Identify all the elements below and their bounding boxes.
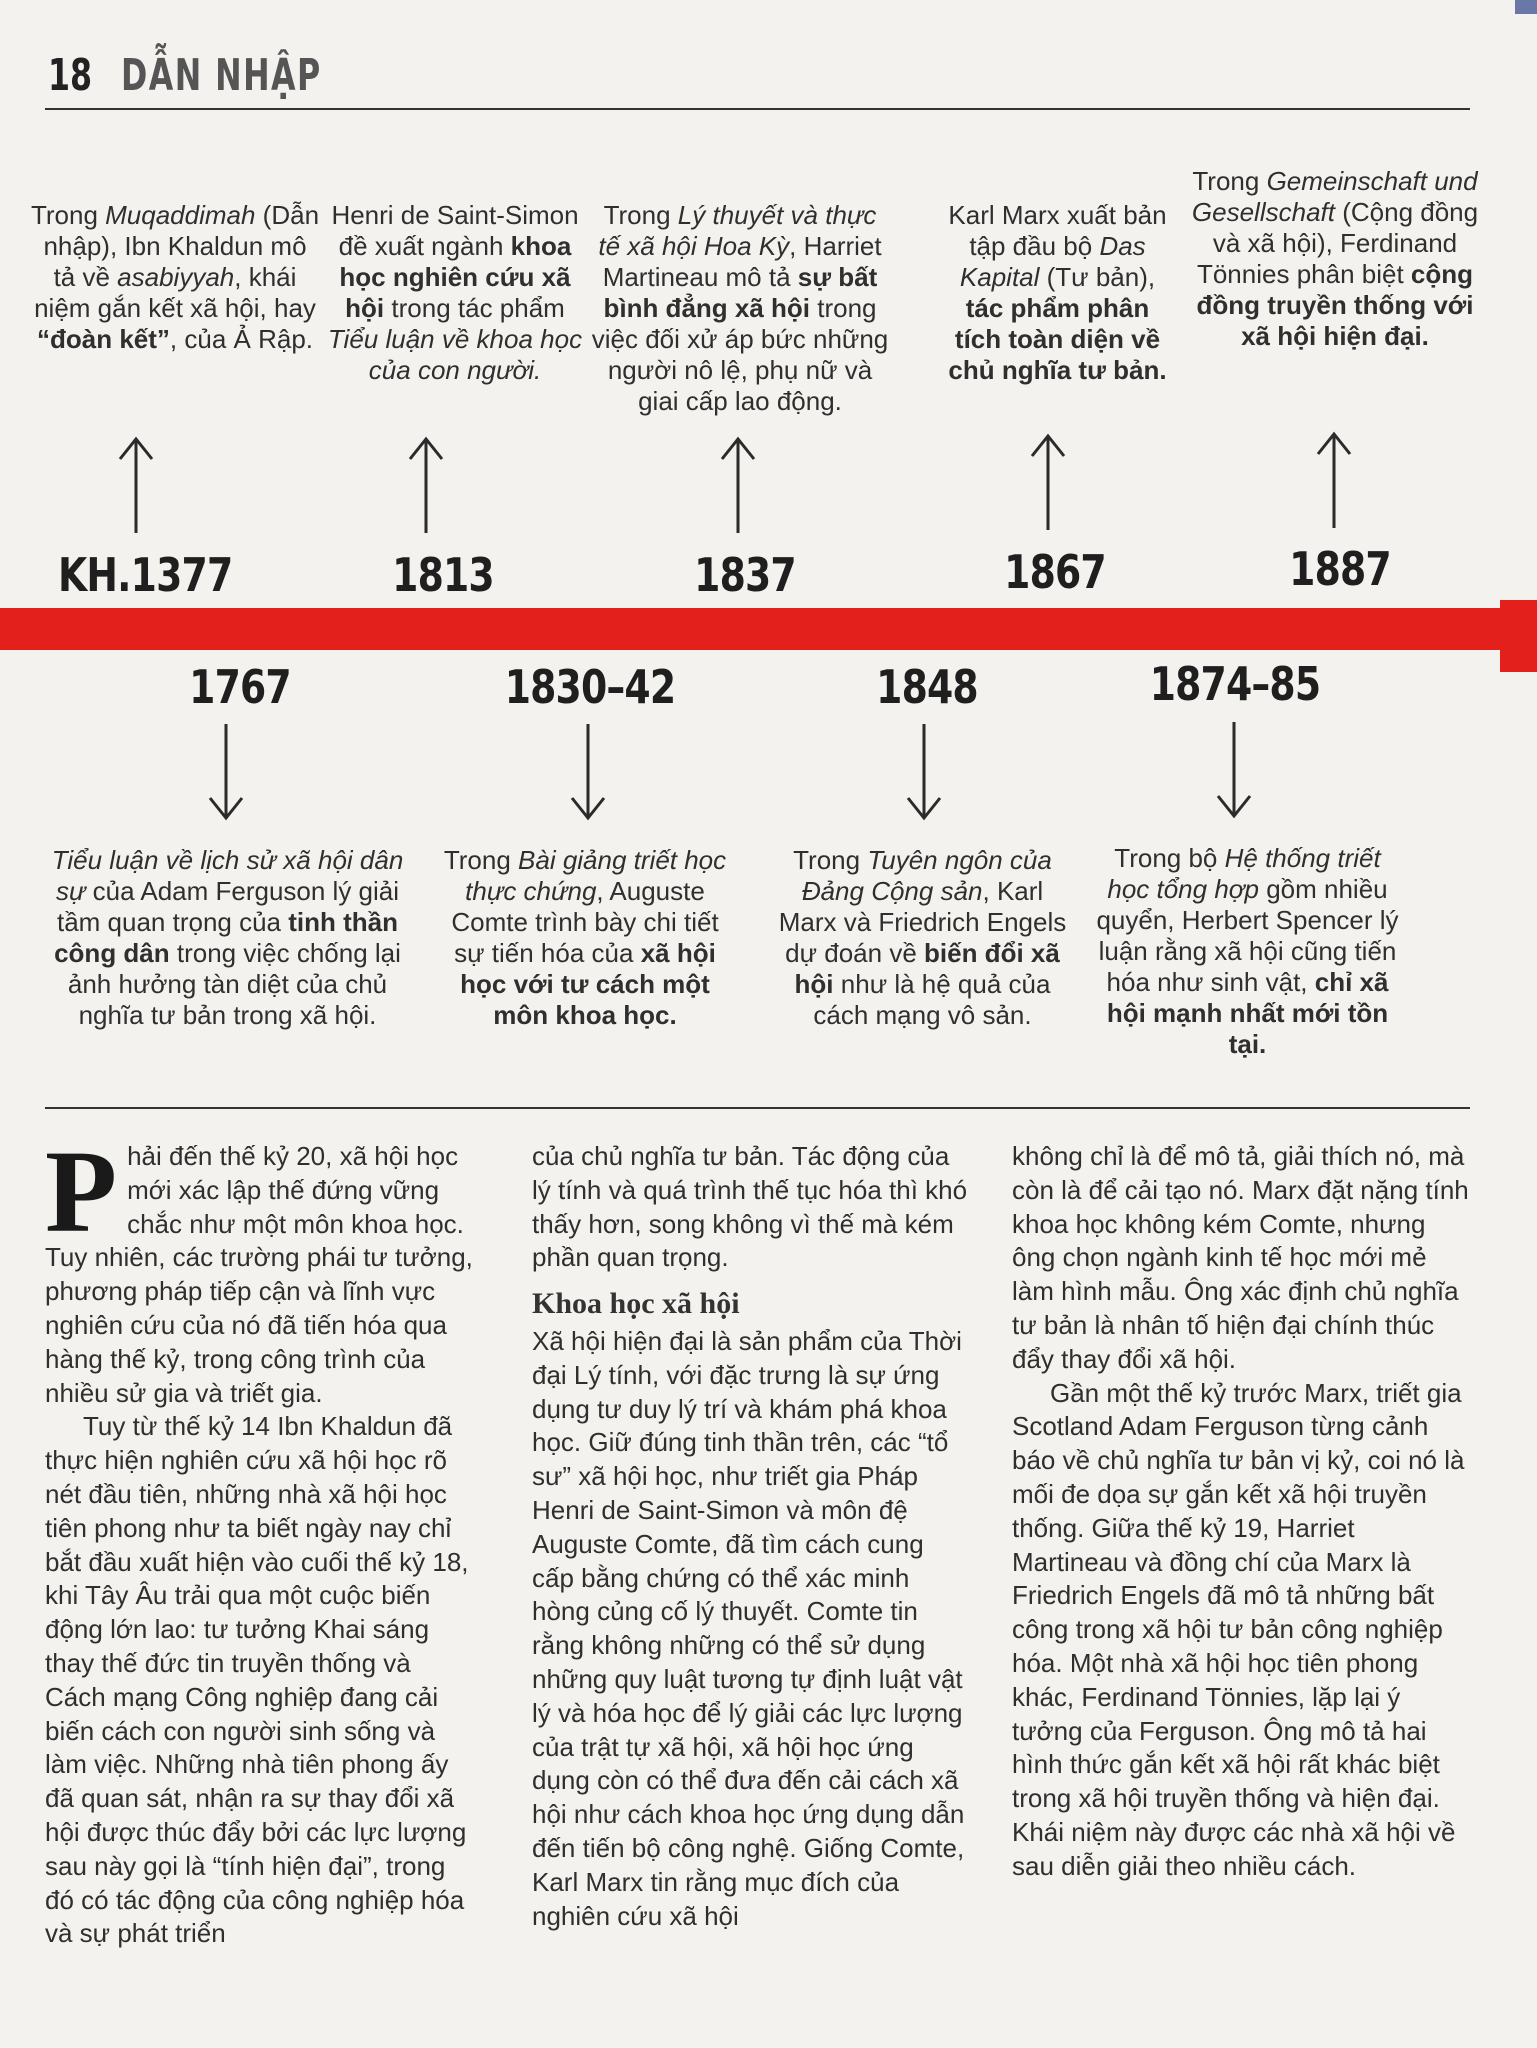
- page-number: 18: [48, 50, 93, 101]
- arrow-down-icon: [568, 722, 608, 822]
- timeline-year: 1867: [1004, 545, 1106, 599]
- timeline-entry-text: Trong Bài giảng triết học thực chứng, Auguste Comte trình bày chi tiết sự tiến hóa của xã hội học với tư cách một môn khoa học.: [443, 845, 727, 1030]
- arrow-down-icon: [1214, 720, 1254, 820]
- body-paragraph: Xã hội hiện đại là sản phẩm của Thời đại Lý tính, với đặc trưng là sự ứng dụng tư duy lý trí và khám phá khoa học. Giữ đúng tinh thần trên, các “tổ sư” xã hội học, như triết gia Pháp Henri de Saint-Simon và môn đệ Auguste Comte, đã tìm cách cung cấp bằng chứng có thể xác minh hòng củng cố lý thuyết. Comte tin rằng không những có thể sử dụng những quy luật tương tự định luật vật lý và hóa học để lý giải các lực lượng của trật tự xã hội, xã hội học ứng dụng còn có thể đưa đến cải cách xã hội như cách khoa học ứng dụng dẫn đến tiến bộ công nghệ. Giống Comte, Karl Marx tin rằng mục đích của nghiên cứu xã hội: [532, 1325, 965, 1931]
- timeline-year: 1813: [392, 548, 494, 602]
- body-column-3: [1012, 1140, 1472, 1884]
- body-column-2: [532, 1140, 972, 1933]
- arrow-down-icon: [904, 722, 944, 822]
- drop-cap: P: [45, 1126, 118, 1257]
- header-divider: [45, 108, 1470, 110]
- body-column-1: [45, 1126, 475, 1951]
- timeline-year: 1887: [1289, 542, 1391, 596]
- body-paragraph: Tuy từ thế kỷ 14 Ibn Khaldun đã thực hiện nghiên cứu xã hội học rõ nét đầu tiên, những nhà xã hội học tiên phong như ta biết ngày nay chỉ bắt đầu xuất hiện vào cuối thế kỷ 18, khi Tây Âu trải qua một cuộc biến động lớn lao: tư tưởng Khai sáng thay thế đức tin truyền thống và Cách mạng Công nghiệp đang cải biến cách con người sinh sống và làm việc. Những nhà tiên phong ấy đã quan sát, nhận ra sự thay đổi xã hội được thúc đẩy bởi các lực lượng sau này gọi là “tính hiện đại”, trong đó có tác động của công nghiệp hóa và sự phát triển: [45, 1411, 469, 1949]
- timeline-entry-text: Karl Marx xuất bản tập đầu bộ Das Kapital (Tư bản), tác phẩm phân tích toàn diện về chủ nghĩa tư bản.: [948, 200, 1167, 385]
- timeline-year: 1767: [189, 660, 291, 714]
- section-title: DẪN NHẬP: [121, 50, 322, 101]
- timeline-year: KH.1377: [58, 548, 233, 602]
- timeline-entry-text: Henri de Saint-Simon đề xuất ngành khoa học nghiên cứu xã hội trong tác phẩm Tiểu luận về khoa học của con người.: [327, 200, 583, 385]
- timeline-entry-text: Trong Lý thuyết và thực tế xã hội Hoa Kỳ, Harriet Martineau mô tả sự bất bình đẳng xã hội trong việc đối xử áp bức những người nô lệ, phụ nữ và giai cấp lao động.: [591, 200, 889, 416]
- body-paragraph: không chỉ là để mô tả, giải thích nó, mà còn là để cải tạo nó. Marx đặt nặng tính khoa học không kém Comte, nhưng ông chọn ngành kinh tế học mới mẻ làm hình mẫu. Ông xác định chủ nghĩa tư bản là nhân tố hiện đại chính thúc đẩy thay đổi xã hội.: [1012, 1141, 1469, 1374]
- arrow-up-icon: [116, 435, 156, 535]
- timeline-year: 1837: [694, 548, 796, 602]
- timeline-year: 1830–42: [504, 660, 676, 714]
- arrow-up-icon: [1314, 430, 1354, 530]
- timeline-entry-text: Tiểu luận về lịch sử xã hội dân sự của Adam Ferguson lý giải tầm quan trọng của tinh thần công dân trong việc chống lại ảnh hưởng tàn diệt của chủ nghĩa tư bản trong xã hội.: [51, 845, 404, 1030]
- timeline-entry-text: Trong Muqaddimah (Dẫn nhập), Ibn Khaldun mô tả về asabiyyah, khái niệm gắn kết xã hội, hay “đoàn kết”, của Ả Rập.: [30, 200, 320, 354]
- page-corner-mark: [1515, 0, 1537, 14]
- timeline-entry-text: Trong Tuyên ngôn của Đảng Cộng sản, Karl Marx và Friedrich Engels dự đoán về biến đổi xã hội như là hệ quả của cách mạng vô sản.: [778, 845, 1067, 1030]
- timeline-entry-text: Trong Gemeinschaft und Gesellschaft (Cộng đồng và xã hội), Ferdinand Tönnies phân biệt cộng đồng truyền thống với xã hội hiện đại.: [1191, 166, 1479, 351]
- body-paragraph: hải đến thế kỷ 20, xã hội học mới xác lập thế đứng vững chắc như một môn khoa học. Tuy nhiên, các trường phái tư tưởng, phương pháp tiếp cận và lĩnh vực nghiên cứu của nó đã tiến hóa qua hàng thế kỷ, trong công trình của nhiều sử gia và triết gia.: [45, 1141, 473, 1408]
- arrow-up-icon: [718, 435, 758, 535]
- body-paragraph: Gần một thế kỷ trước Marx, triết gia Scotland Adam Ferguson từng cảnh báo về chủ nghĩa tư bản vị kỷ, coi nó là mối đe dọa sự gắn kết xã hội truyền thống. Giữa thế kỷ 19, Harriet Martineau và đồng chí của Marx là Friedrich Engels đã mô tả những bất công trong xã hội tư bản công nghiệp hóa. Một nhà xã hội học tiên phong khác, Ferdinand Tönnies, lặp lại ý tưởng của Ferguson. Ông mô tả hai hình thức gắn kết xã hội rất khác biệt trong xã hội truyền thống và hiện đại. Khái niệm này được các nhà xã hội về sau diễn giải theo nhiều cách.: [1012, 1377, 1465, 1881]
- arrow-down-icon: [206, 722, 246, 822]
- timeline-band-tab: [1500, 600, 1537, 672]
- arrow-up-icon: [406, 435, 446, 535]
- arrow-up-icon: [1028, 432, 1068, 532]
- section-heading: Khoa học xã hội: [532, 1287, 740, 1321]
- timeline-year: 1874–85: [1149, 657, 1321, 711]
- body-paragraph: của chủ nghĩa tư bản. Tác động của lý tính và quá trình thế tục hóa thì khó thấy hơn, song không vì thế mà kém phần quan trọng.: [532, 1141, 968, 1273]
- section-divider: [45, 1107, 1470, 1109]
- page-header: [48, 50, 400, 101]
- timeline-band: [0, 608, 1537, 650]
- timeline-year: 1848: [876, 660, 978, 714]
- timeline-entry-text: Trong bộ Hệ thống triết học tổng hợp gồm nhiều quyển, Herbert Spencer lý luận rằng xã hội cũng tiến hóa như sinh vật, chỉ xã hội mạnh nhất mới tồn tại.: [1096, 843, 1399, 1059]
